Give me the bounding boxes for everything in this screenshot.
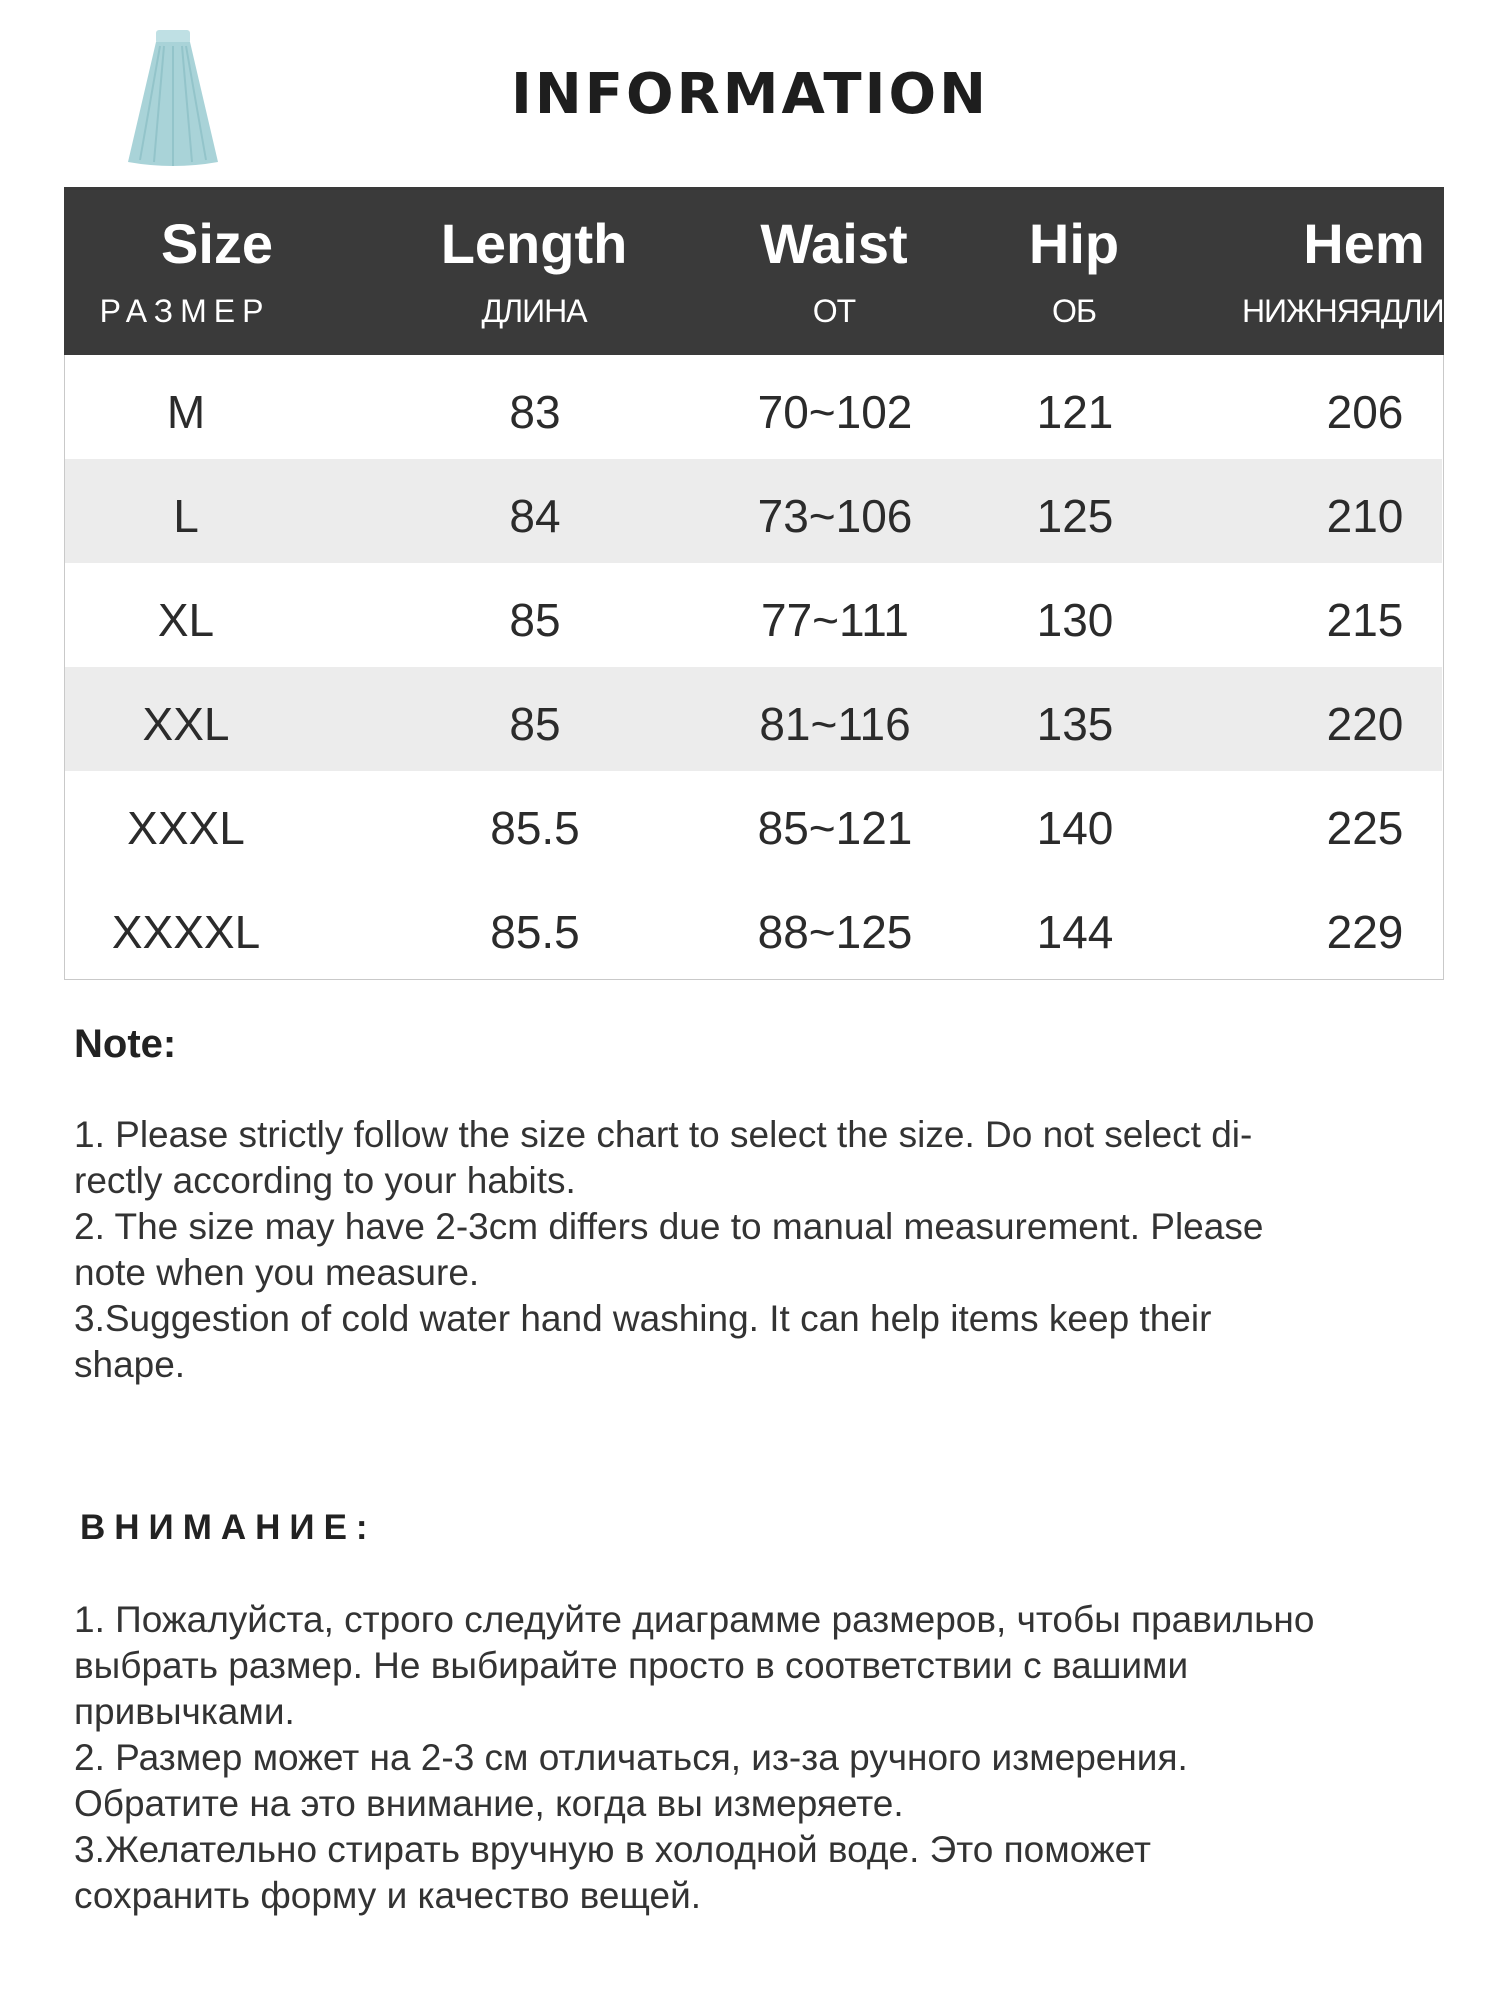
- note-line: note when you measure.: [74, 1252, 480, 1293]
- cell-hem: 210: [1326, 490, 1404, 542]
- table-row: [65, 355, 1442, 459]
- cell-hem: 206: [1326, 386, 1404, 438]
- header-size-en: Size: [160, 212, 274, 275]
- cell-hip: 125: [1036, 490, 1114, 542]
- table-row: [65, 563, 1442, 667]
- note-ru-line: 2. Размер может на 2-3 см отличаться, из-за ручного измерения.: [74, 1737, 1188, 1778]
- note-ru-heading: ВНИМАНИЕ:: [80, 1508, 377, 1547]
- page-title: INFORMATION: [511, 62, 989, 127]
- cell-waist: 81~116: [759, 698, 911, 750]
- cell-size: L: [173, 490, 199, 542]
- table-body: [65, 355, 1442, 979]
- table-header: [64, 187, 1487, 355]
- cell-length: 85: [509, 698, 561, 750]
- table-row: [65, 667, 1442, 771]
- header-size-ru: РАЗМЕР: [99, 293, 271, 329]
- cell-size: XXL: [142, 698, 230, 750]
- table-row: [65, 875, 1442, 979]
- note-ru-body: [74, 1597, 1454, 1919]
- note-line: 3.Suggestion of cold water hand washing. It can help items keep their: [74, 1298, 1212, 1339]
- note-ru-line: 3.Желательно стирать вручную в холодной воде. Это поможет: [74, 1829, 1151, 1870]
- size-table: [64, 187, 1487, 980]
- header-waist-ru: ОТ: [812, 293, 856, 329]
- header-hem-en: Hem: [1303, 212, 1425, 275]
- cell-length: 85.5: [490, 802, 580, 854]
- cell-waist: 88~125: [757, 906, 913, 958]
- cell-waist: 70~102: [757, 386, 913, 438]
- cell-length: 84: [509, 490, 561, 542]
- header-hip-ru: ОБ: [1052, 293, 1096, 329]
- cell-waist: 85~121: [757, 802, 913, 854]
- note-ru-line: привычками.: [74, 1691, 295, 1732]
- note-ru-line: Обратите на это внимание, когда вы измеряете.: [74, 1783, 904, 1824]
- table-row: [65, 771, 1442, 875]
- header-length-ru: ДЛИНА: [481, 293, 587, 329]
- cell-hip: 121: [1036, 386, 1114, 438]
- cell-waist: 77~111: [761, 594, 909, 646]
- note-body: [74, 1112, 1414, 1388]
- header-hem-ru: НИЖНЯЯДЛИНА: [1241, 293, 1487, 329]
- cell-hip: 135: [1036, 698, 1114, 750]
- note-ru-line: сохранить форму и качество вещей.: [74, 1875, 702, 1916]
- note-line: rectly according to your habits.: [74, 1160, 576, 1201]
- cell-hem: 229: [1326, 906, 1404, 958]
- cell-hip: 130: [1036, 594, 1114, 646]
- table-row: [65, 459, 1442, 563]
- cell-size: XL: [157, 594, 215, 646]
- note-line: 2. The size may have 2-3cm differs due to manual measurement. Please: [74, 1206, 1264, 1247]
- note-ru-line: выбрать размер. Не выбирайте просто в соответствии с вашими: [74, 1645, 1189, 1686]
- cell-hip: 140: [1036, 802, 1114, 854]
- cell-waist: 73~106: [757, 490, 913, 542]
- cell-size: XXXL: [127, 802, 245, 854]
- cell-hem: 225: [1326, 802, 1404, 854]
- cell-length: 85.5: [490, 906, 580, 958]
- cell-length: 83: [509, 386, 561, 438]
- note-ru-line: 1. Пожалуйста, строго следуйте диаграмме размеров, чтобы правильно: [74, 1599, 1315, 1640]
- cell-hem: 220: [1326, 698, 1404, 750]
- cell-length: 85: [509, 594, 561, 646]
- cell-size: XXXXL: [111, 906, 261, 958]
- header-length-en: Length: [440, 212, 628, 275]
- cell-hem: 215: [1326, 594, 1404, 646]
- header-waist-en: Waist: [760, 212, 908, 275]
- note-heading: Note:: [74, 1022, 177, 1066]
- header-hip-en: Hip: [1028, 212, 1120, 275]
- note-line: shape.: [74, 1344, 186, 1385]
- note-line: 1. Please strictly follow the size chart to select the size. Do not select di-: [74, 1114, 1253, 1155]
- cell-size: M: [166, 386, 206, 438]
- cell-hip: 144: [1036, 906, 1114, 958]
